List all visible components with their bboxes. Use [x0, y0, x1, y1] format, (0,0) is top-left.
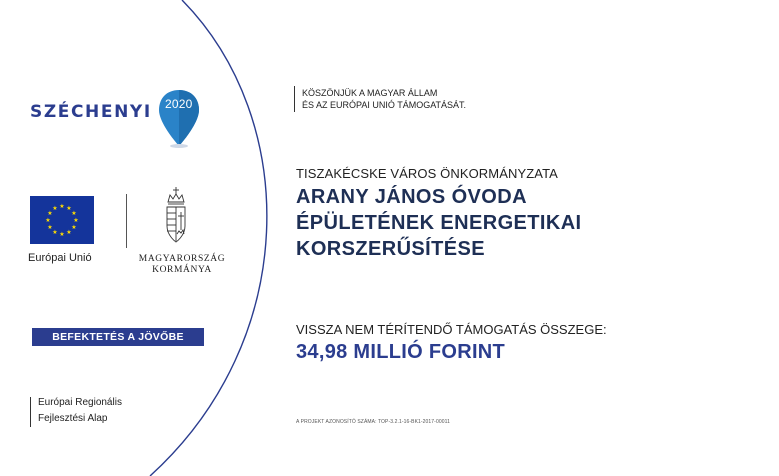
project-title-line: ARANY JÁNOS ÓVODA	[296, 186, 527, 208]
project-id: A PROJEKT AZONOSÍTÓ SZÁMA: TOP-3.2.1-16-BK1-2017-00011	[296, 419, 450, 425]
fund-name-line1: Európai Regionális	[38, 397, 122, 408]
svg-text:★: ★	[71, 210, 77, 217]
svg-text:★: ★	[47, 210, 53, 217]
location-pin-icon	[156, 88, 202, 148]
svg-text:★: ★	[66, 205, 72, 212]
svg-text:★: ★	[52, 229, 58, 236]
thanks-divider	[294, 86, 295, 112]
svg-text:★: ★	[45, 217, 51, 224]
fund-divider	[30, 397, 31, 427]
eu-label: Európai Unió	[28, 252, 92, 264]
beneficiary-organization: TISZAKÉCSKE VÁROS ÖNKORMÁNYZATA	[296, 166, 558, 181]
project-title	[296, 184, 582, 262]
svg-text:★: ★	[59, 203, 65, 210]
project-title-line: KORSZERŰSÍTÉSE	[296, 238, 485, 260]
svg-text:★: ★	[47, 224, 53, 231]
pin-year: 2020	[165, 97, 193, 111]
tagline-badge: BEFEKTETÉS A JÖVŐBE	[32, 328, 204, 346]
svg-text:★: ★	[66, 229, 72, 236]
eu-flag-icon	[30, 196, 94, 244]
project-title-line: ÉPÜLETÉNEK ENERGETIKAI	[296, 212, 582, 234]
hungarian-coat-of-arms-icon	[162, 186, 190, 248]
government-label-line1: MAGYARORSZÁG	[138, 254, 226, 264]
grant-amount-label: VISSZA NEM TÉRÍTENDŐ TÁMOGATÁS ÖSSZEGE:	[296, 322, 607, 337]
logo-divider	[126, 194, 127, 248]
szechenyi-logo	[30, 82, 202, 142]
fund-name-line2: Fejlesztési Alap	[38, 413, 108, 424]
szechenyi-wordmark: SZÉCHENYI	[30, 102, 152, 122]
government-label-line2: KORMÁNYA	[152, 265, 212, 275]
svg-text:★: ★	[71, 224, 77, 231]
thanks-line2: ÉS AZ EURÓPAI UNIÓ TÁMOGATÁSÁT.	[302, 100, 467, 110]
svg-text:★: ★	[59, 231, 65, 238]
svg-text:★: ★	[73, 217, 79, 224]
grant-amount: 34,98 MILLIÓ FORINT	[296, 341, 506, 363]
svg-text:★: ★	[52, 205, 58, 212]
thanks-line1: KÖSZÖNJÜK A MAGYAR ÁLLAM	[302, 88, 438, 98]
